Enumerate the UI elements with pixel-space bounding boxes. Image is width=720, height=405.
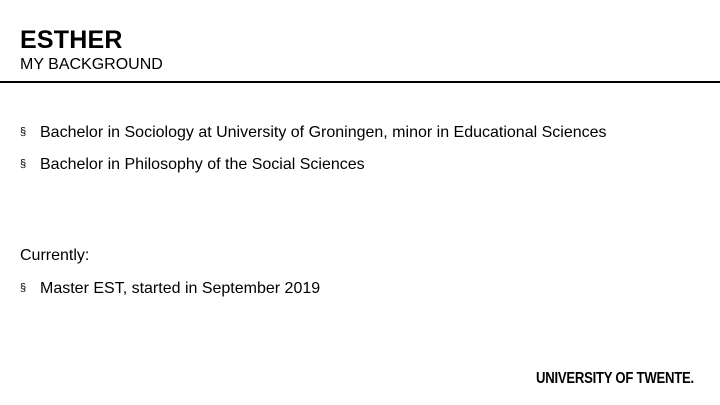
bullet-icon: § xyxy=(20,126,27,138)
list-item xyxy=(20,274,620,303)
university-logo: UNIVERSITY OF TWENTE. xyxy=(536,370,694,387)
currently-label: Currently: xyxy=(20,247,90,264)
bullet-icon: § xyxy=(20,282,27,294)
list-item-text: Bachelor in Philosophy of the Social Sciences xyxy=(40,156,365,173)
background-list xyxy=(20,118,620,182)
title-divider xyxy=(0,81,720,83)
list-item xyxy=(20,118,620,147)
bullet-icon: § xyxy=(20,158,27,170)
slide-title: ESTHER xyxy=(20,26,123,54)
list-item xyxy=(20,150,620,179)
list-item-text: Master EST, started in September 2019 xyxy=(40,280,321,297)
current-list xyxy=(20,274,620,306)
list-item-text: Bachelor in Sociology at University of Groningen, minor in Educational Sciences xyxy=(40,124,607,141)
slide-subtitle: MY BACKGROUND xyxy=(20,56,163,73)
